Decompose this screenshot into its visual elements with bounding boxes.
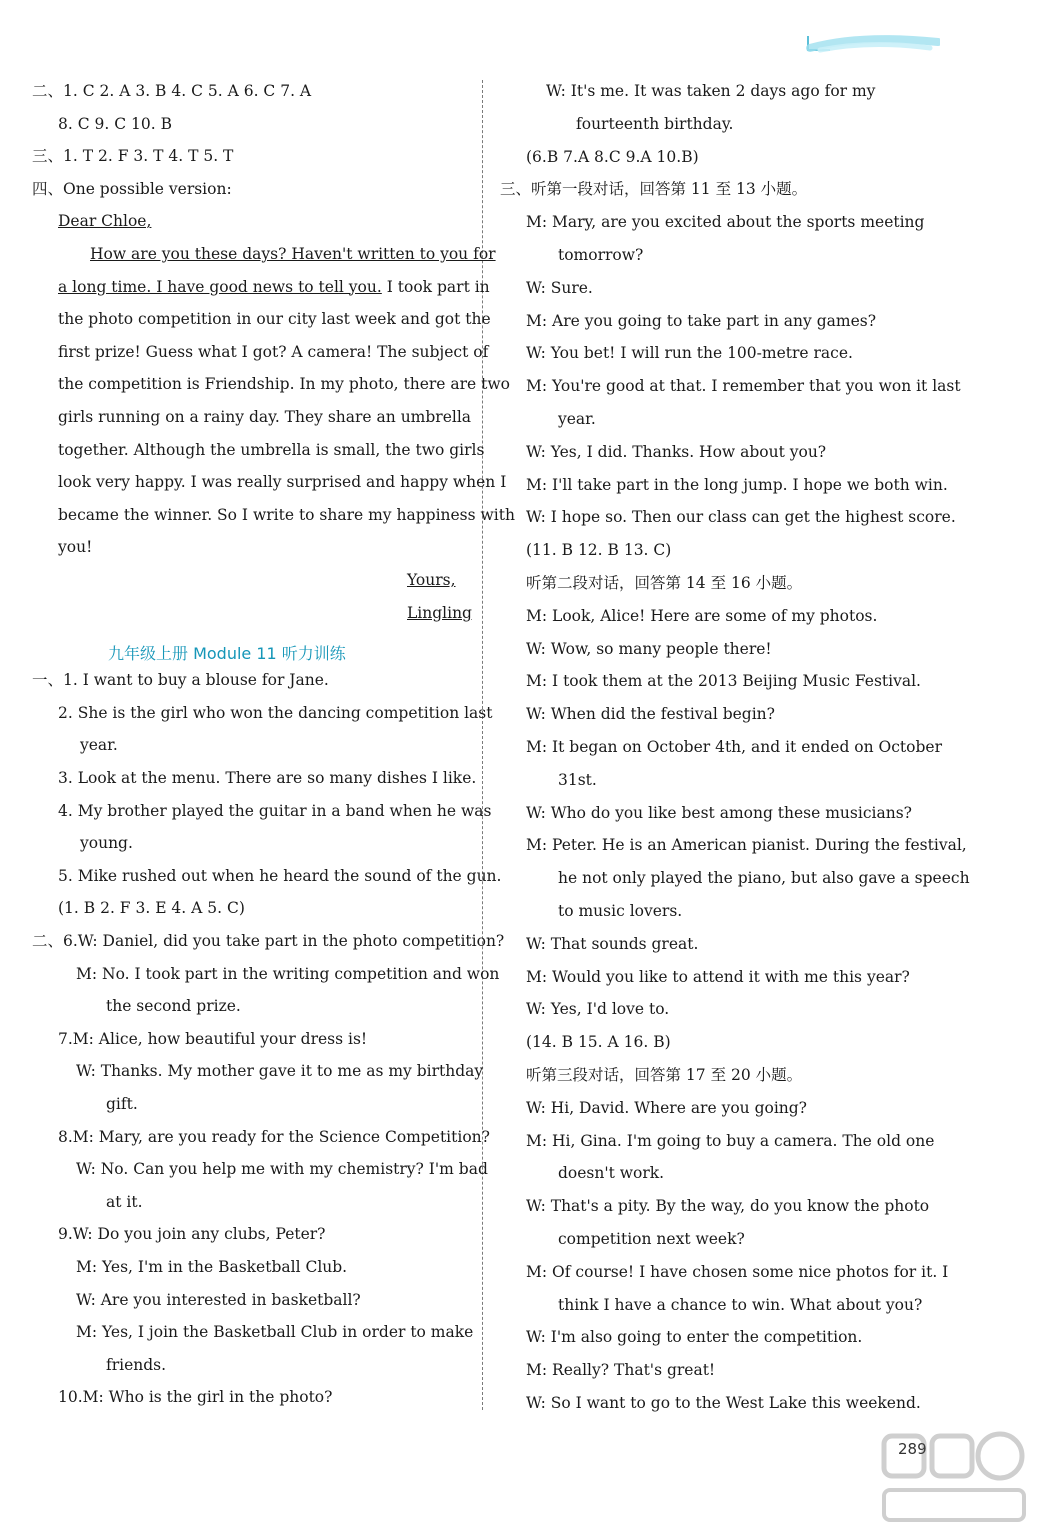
left-text-span: friends.: [106, 1355, 167, 1374]
right-text-span: (11. B 12. B 13. C): [526, 541, 672, 560]
right-text-span: think I have a chance to win. What about you?: [558, 1295, 923, 1314]
right-text-span: doesn't work.: [558, 1164, 665, 1183]
left-text-line: [58, 702, 492, 724]
right-text-span: M: You're good at that. I remember that you won it last: [526, 377, 961, 396]
left-text-span: M: Yes, I join the Basketball Club in order to make: [76, 1323, 474, 1342]
right-text-line: [558, 408, 596, 430]
left-text-span: 3. Look at the menu. There are so many dishes I like.: [58, 769, 477, 787]
right-text-span: W: So I want to go to the West Lake this weekend.: [526, 1394, 921, 1412]
right-text-span: M: It began on October 4th, and it ended on October: [526, 738, 942, 756]
right-text-line: [526, 1130, 934, 1152]
right-text-span: M: Would you like to attend it with me this year?: [526, 967, 910, 986]
right-text-span: W: That's a pity. By the way, do you know the photo: [526, 1197, 930, 1216]
left-text-line: [58, 865, 501, 887]
left-text-span: gift.: [106, 1095, 138, 1113]
right-text-line: [500, 178, 807, 200]
right-text-line: [576, 113, 733, 135]
left-text-span: the photo competition in our city last week and got the: [58, 310, 491, 329]
right-text-line: [526, 670, 921, 692]
page-number: 289: [898, 1440, 927, 1458]
left-text-line: [76, 1060, 483, 1082]
right-text-line: [526, 146, 699, 168]
right-text-span: W: Who do you like best among these musicians?: [526, 803, 912, 822]
right-text-line: [526, 1359, 715, 1381]
right-text-line: [526, 638, 772, 660]
left-text-span: 二、1. C 2. A 3. B 4. C 5. A 6. C 7. A: [32, 82, 312, 100]
right-text-span: M: Hi, Gina. I'm going to buy a camera. The old one: [526, 1131, 935, 1150]
left-text-span: W: No. Can you help me with my chemistry? I'm bad: [76, 1160, 488, 1179]
left-text-line: [76, 1289, 361, 1311]
right-text-line: [558, 1228, 745, 1250]
left-text-line: [32, 80, 311, 102]
right-text-span: M: Really? That's great!: [526, 1361, 716, 1380]
right-text-span: (6.B 7.A 8.C 9.A 10.B): [526, 147, 699, 166]
left-text-line: [58, 1126, 490, 1148]
left-text-line: [80, 734, 118, 756]
left-text-line: [58, 1223, 326, 1245]
right-text-line: [526, 998, 669, 1020]
left-text-line: [58, 341, 488, 363]
right-text-line: [526, 703, 775, 725]
left-text-span: young.: [80, 834, 133, 853]
right-text-span: W: Yes, I'd love to.: [526, 1000, 670, 1019]
left-text-span: 三、1. T 2. F 3. T 4. T 5. T: [32, 147, 234, 166]
left-text-line: [32, 930, 504, 952]
left-text-span: at it.: [106, 1192, 143, 1211]
left-text-line: [80, 832, 133, 854]
right-text-span: W: I hope so. Then our class can get the highest score.: [526, 508, 956, 527]
left-text-line: [58, 373, 510, 395]
left-text-line: [76, 963, 499, 985]
left-text-span: 8. C 9. C 10. B: [58, 114, 172, 133]
left-text-line: [32, 178, 232, 200]
right-text-span: M: Mary, are you excited about the sports meeting: [526, 213, 925, 232]
left-text-rest: I took part in: [381, 277, 490, 296]
right-text-line: [526, 539, 671, 561]
right-text-line: [526, 834, 967, 856]
right-text-span: M: Peter. He is an American pianist. During the festival,: [526, 836, 967, 855]
left-text-line: [58, 439, 484, 461]
left-text-line: [58, 897, 245, 919]
right-text-line: [526, 1031, 671, 1053]
left-text-span: Lingling: [407, 603, 472, 622]
right-text-line: [558, 1294, 922, 1316]
right-text-span: M: Look, Alice! Here are some of my photos.: [526, 606, 878, 625]
right-text-span: year.: [558, 410, 596, 428]
left-text-span: 二、6.W: Daniel, did you take part in the photo competition?: [32, 932, 505, 950]
left-text-line: [58, 536, 92, 558]
left-text-line: [407, 569, 456, 591]
right-text-span: W: Sure.: [526, 278, 593, 297]
right-text-span: W: I'm also going to enter the competition.: [526, 1328, 863, 1347]
left-text-span: 一、1. I want to buy a blouse for Jane.: [32, 671, 329, 690]
right-text-span: competition next week?: [558, 1230, 745, 1248]
left-text-line: [106, 995, 241, 1017]
right-text-line: [558, 900, 682, 922]
left-text-line: [76, 1256, 347, 1278]
left-text-span: a long time. I have good news to tell you.: [58, 277, 382, 296]
right-text-span: he not only played the piano, but also gave a speech: [558, 869, 970, 888]
left-text-line: [106, 1093, 138, 1115]
left-text-span: first prize! Guess what I got? A camera! The subject of: [58, 342, 489, 361]
left-text-line: [76, 1158, 488, 1180]
right-text-span: 31st.: [558, 770, 597, 789]
right-text-line: [526, 572, 802, 594]
left-text-line: [58, 406, 471, 428]
right-text-line: [526, 736, 942, 758]
right-text-span: to music lovers.: [558, 902, 683, 920]
right-text-line: [526, 966, 910, 988]
right-text-line: [526, 474, 948, 496]
left-text-line: [58, 504, 515, 526]
right-text-span: W: It's me. It was taken 2 days ago for my: [546, 82, 876, 100]
left-text-line: [58, 113, 172, 135]
right-text-line: [558, 867, 970, 889]
left-text-line: [407, 602, 472, 624]
right-text-line: [526, 375, 961, 397]
left-text-line: [32, 669, 329, 691]
right-text-line: [546, 80, 875, 102]
right-text-line: [526, 605, 877, 627]
left-text-span: 2. She is the girl who won the dancing competition last: [58, 703, 493, 722]
right-text-span: W: Hi, David. Where are you going?: [526, 1098, 807, 1117]
left-text-line: [58, 308, 491, 330]
right-text-span: 听第二段对话，回答第 14 至 16 小题。: [526, 574, 803, 592]
right-text-line: [526, 277, 593, 299]
left-text-span: together. Although the umbrella is small, the two girls: [58, 440, 485, 459]
left-text-span: W: Are you interested in basketball?: [76, 1290, 361, 1309]
left-text-span: M: Yes, I'm in the Basketball Club.: [76, 1258, 348, 1276]
right-text-line: [558, 769, 597, 791]
left-text-span: 8.M: Mary, are you ready for the Science Competition?: [58, 1127, 490, 1146]
right-text-span: W: Wow, so many people there!: [526, 639, 772, 658]
left-text-span: How are you these days? Haven't written to you for: [90, 245, 496, 263]
section-heading: 九年级上册 Module 11 听力训练: [108, 644, 346, 663]
left-text-span: Yours,: [407, 571, 456, 589]
right-text-span: tomorrow?: [558, 246, 644, 264]
right-text-line: [558, 244, 643, 266]
left-text-span: 9.W: Do you join any clubs, Peter?: [58, 1225, 326, 1244]
left-text-span: W: Thanks. My mother gave it to me as my birthday: [76, 1062, 484, 1081]
right-text-line: [526, 1326, 862, 1348]
right-text-span: W: You bet! I will run the 100-metre race.: [526, 344, 853, 363]
right-text-line: [526, 802, 912, 824]
left-text-line: [58, 1028, 367, 1050]
left-text-span: became the winner. So I write to share my happiness with: [58, 505, 515, 524]
left-text-span: M: No. I took part in the writing competition and won: [76, 964, 500, 983]
right-text-line: [558, 1162, 664, 1184]
right-text-span: M: I'll take part in the long jump. I hope we both win.: [526, 475, 948, 494]
right-text-line: [526, 441, 826, 463]
right-text-span: M: Are you going to take part in any games?: [526, 311, 877, 330]
left-text-span: 7.M: Alice, how beautiful your dress is!: [58, 1029, 368, 1048]
right-text-span: 听第三段对话，回答第 17 至 20 小题。: [526, 1066, 803, 1084]
left-text-span: look very happy. I was really surprised and happy when I: [58, 473, 507, 492]
right-text-line: [526, 1097, 807, 1119]
watermark-logo-icon: [880, 1428, 1030, 1528]
right-text-line: [526, 1392, 921, 1414]
left-text-span: (1. B 2. F 3. E 4. A 5. C): [58, 899, 245, 918]
left-text-span: Dear Chloe,: [58, 212, 152, 231]
left-text-span: 10.M: Who is the girl in the photo?: [58, 1388, 333, 1407]
right-text-span: M: I took them at the 2013 Beijing Music Festival.: [526, 672, 921, 691]
right-text-line: [526, 310, 876, 332]
right-text-span: W: That sounds great.: [526, 934, 699, 953]
left-text-span: girls running on a rainy day. They share an umbrella: [58, 408, 472, 426]
right-text-line: [526, 933, 698, 955]
left-text-span: year.: [80, 736, 118, 755]
right-text-line: [526, 211, 924, 233]
left-text-line: [58, 276, 490, 298]
left-text-line: [58, 1386, 332, 1408]
right-text-span: fourteenth birthday.: [576, 114, 734, 133]
right-text-span: W: Yes, I did. Thanks. How about you?: [526, 442, 827, 461]
right-text-span: W: When did the festival begin?: [526, 705, 775, 724]
left-text-span: 5. Mike rushed out when he heard the sound of the gun.: [58, 866, 502, 885]
right-text-span: (14. B 15. A 16. B): [526, 1033, 671, 1052]
right-text-line: [526, 506, 956, 528]
right-text-line: [526, 1064, 802, 1086]
right-text-span: M: Of course! I have chosen some nice photos for it. I: [526, 1262, 949, 1281]
left-text-line: [106, 1354, 166, 1376]
header-decoration-icon: [800, 30, 940, 56]
right-text-line: [526, 1261, 948, 1283]
left-text-span: the second prize.: [106, 997, 241, 1016]
left-text-span: 4. My brother played the guitar in a band when he was: [58, 801, 492, 820]
left-text-line: [58, 471, 506, 493]
left-text-line: [58, 210, 151, 232]
right-text-span: 三、听第一段对话，回答第 11 至 13 小题。: [500, 180, 808, 199]
left-text-span: 四、One possible version:: [32, 179, 232, 198]
left-text-span: the competition is Friendship. In my photo, there are two: [58, 375, 510, 394]
left-text-line: [106, 1191, 143, 1213]
left-text-line: [76, 1321, 473, 1343]
left-text-line: [58, 800, 491, 822]
left-text-span: you!: [58, 538, 93, 557]
left-text-line: [90, 243, 496, 265]
left-text-line: [58, 767, 476, 789]
right-text-line: [526, 1195, 929, 1217]
right-text-line: [526, 342, 853, 364]
left-text-line: [32, 145, 233, 167]
